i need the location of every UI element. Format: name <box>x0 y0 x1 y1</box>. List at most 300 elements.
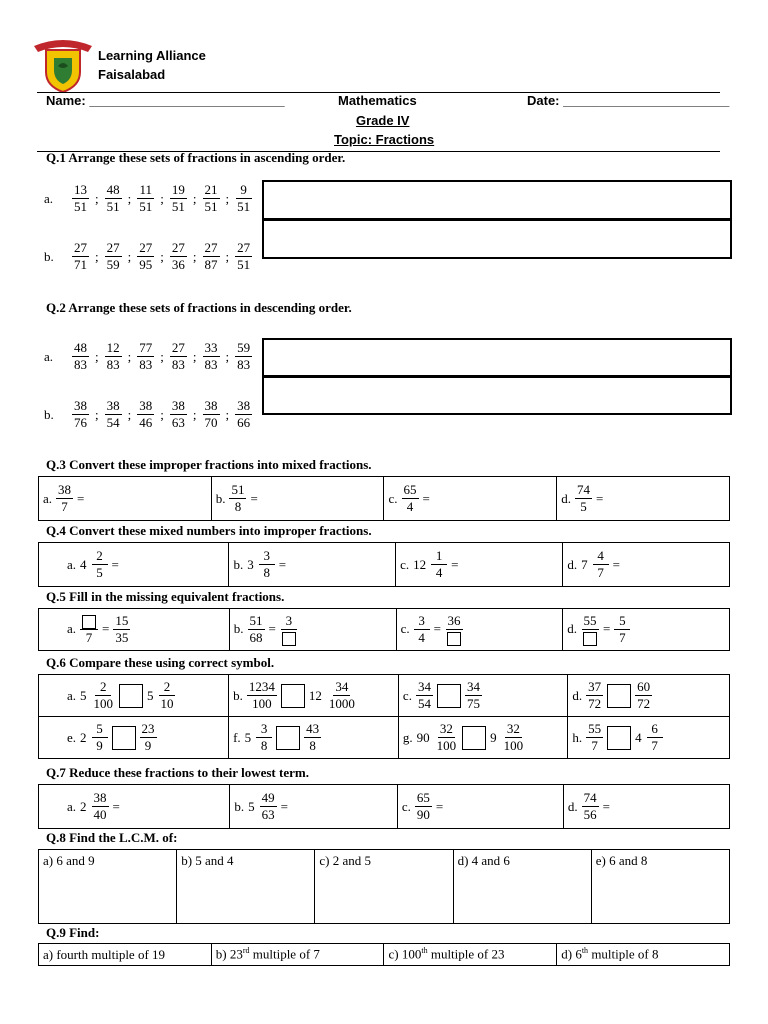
q1-row-a <box>44 182 252 215</box>
equals-sign: = <box>602 798 610 814</box>
q8-cell-a[interactable]: a) 6 and 9 <box>39 850 177 924</box>
q9-b-pre: b) 23 <box>215 946 243 962</box>
denominator: 83 <box>204 357 218 372</box>
numerator: 2 <box>159 679 175 696</box>
equals-sign: = <box>435 798 444 814</box>
fraction <box>575 482 592 515</box>
separator: ; <box>160 248 164 264</box>
denominator: 51 <box>106 199 120 214</box>
separator: ; <box>95 190 99 206</box>
comparison-box[interactable] <box>112 726 136 750</box>
fraction <box>92 790 109 823</box>
numerator: 59 <box>237 340 251 355</box>
denominator: 10 <box>160 696 174 711</box>
numerator: 21 <box>204 182 218 197</box>
denominator: 63 <box>171 415 185 430</box>
comparison-box[interactable] <box>462 726 486 750</box>
numerator: 34 <box>417 679 431 694</box>
denominator: 54 <box>417 696 431 711</box>
row-label: b. <box>44 248 54 264</box>
q7-cell-b[interactable] <box>230 785 397 829</box>
separator: ; <box>192 190 197 206</box>
item-label: d. <box>567 798 578 814</box>
q9-c-post: multiple of 23 <box>427 946 505 962</box>
blank-box <box>82 615 96 629</box>
numerator: 55 <box>588 721 602 736</box>
denominator: 7 <box>651 738 658 753</box>
separator: ; <box>127 406 132 422</box>
topic-title: Topic: Fractions <box>334 132 435 147</box>
numerator: 38 <box>171 398 185 413</box>
denominator: 4 <box>406 499 414 514</box>
item-label: a. <box>67 621 77 637</box>
fraction-left <box>414 613 430 646</box>
denominator: 51 <box>237 199 251 214</box>
numerator: 3 <box>414 613 430 630</box>
item-label: c. <box>401 798 411 814</box>
fraction <box>259 548 275 581</box>
numerator: 48 <box>74 340 87 355</box>
denominator: 5 <box>96 565 103 580</box>
name-field: Name: ___________________________ <box>46 93 285 108</box>
equals-sign: = <box>111 556 119 572</box>
q3-cell-a[interactable] <box>39 477 212 521</box>
fraction <box>137 340 154 373</box>
separator: ; <box>160 190 164 206</box>
numerator: 55 <box>583 612 597 628</box>
q6-cell-a[interactable] <box>39 675 229 717</box>
item-label: g. <box>402 729 413 745</box>
numerator: 49 <box>261 790 275 805</box>
denominator: 95 <box>139 257 153 272</box>
numerator: 27 <box>139 240 153 255</box>
blank-box <box>583 632 597 646</box>
q1-row-b <box>44 240 252 273</box>
fraction-left <box>586 721 603 754</box>
q3-table <box>38 476 730 521</box>
separator: ; <box>225 248 230 264</box>
numerator: 27 <box>171 240 185 255</box>
numerator: 13 <box>74 182 87 197</box>
fraction-left <box>248 613 265 646</box>
numerator: 34 <box>335 679 349 694</box>
q4-cell-d[interactable] <box>563 543 730 587</box>
numerator: 5 <box>92 721 108 738</box>
numerator: 38 <box>106 398 120 413</box>
denominator: 51 <box>139 199 153 214</box>
comparison-box[interactable] <box>437 684 461 708</box>
fraction <box>105 398 122 431</box>
item-label: c. <box>400 556 410 572</box>
fraction <box>137 182 154 215</box>
q5-cell-d[interactable] <box>563 609 730 651</box>
q4-cell-c[interactable] <box>396 543 563 587</box>
separator: ; <box>127 348 132 364</box>
fraction <box>235 240 252 273</box>
denominator: 83 <box>139 357 153 372</box>
q2-row-a <box>44 340 252 373</box>
fraction <box>235 398 252 431</box>
item-label: a. <box>67 556 77 572</box>
separator: ; <box>95 406 99 422</box>
q9-cell-c[interactable] <box>384 944 557 966</box>
q6-cell-f[interactable] <box>229 717 399 759</box>
numerator: 27 <box>106 240 120 255</box>
denominator: 83 <box>74 357 87 372</box>
numerator: 60 <box>637 679 651 694</box>
fraction <box>431 548 447 581</box>
denominator: 71 <box>74 257 87 272</box>
q1-title: Q.1 Arrange these sets of fractions in ascending order. <box>46 150 346 165</box>
fraction-left <box>581 613 599 646</box>
q8-table <box>38 849 730 924</box>
denominator: 4 <box>435 565 443 580</box>
comparison-box[interactable] <box>281 684 305 708</box>
fraction <box>170 340 187 373</box>
fraction-left <box>92 679 116 712</box>
whole-number: 5 <box>80 687 87 703</box>
fraction-right <box>327 679 357 712</box>
fraction <box>260 790 277 823</box>
blank-box <box>447 632 461 646</box>
fraction <box>170 182 187 215</box>
q3-cell-b[interactable] <box>211 477 384 521</box>
item-label: b. <box>215 490 226 506</box>
subject-title: Mathematics <box>338 93 417 108</box>
q3-title: Q.3 Convert these improper fractions into mixed fractions. <box>46 457 372 472</box>
denominator: 83 <box>171 357 185 372</box>
q1-answer-box-b[interactable] <box>262 218 732 259</box>
separator: ; <box>160 348 164 364</box>
fraction-left <box>247 679 277 712</box>
whole-number: 4 <box>80 556 87 572</box>
q2-answer-box-a[interactable] <box>262 338 732 378</box>
whole-number: 5 <box>244 729 252 745</box>
q4-cell-b[interactable] <box>229 543 396 587</box>
denominator: 63 <box>261 807 275 822</box>
denominator: 8 <box>234 499 242 514</box>
denominator: 5 <box>580 499 587 514</box>
denominator: 40 <box>93 807 107 822</box>
separator: ; <box>95 348 99 364</box>
numerator: 38 <box>139 398 153 413</box>
denominator: 7 <box>61 499 68 514</box>
numerator: 38 <box>204 398 218 413</box>
numerator: 77 <box>139 340 153 355</box>
denominator: 100 <box>436 738 457 753</box>
whole-number: 9 <box>490 729 497 745</box>
q9-cell-b[interactable] <box>211 944 384 966</box>
q5-cell-b[interactable] <box>229 609 396 651</box>
fraction <box>72 182 89 215</box>
numerator: 27 <box>74 240 87 255</box>
numerator: 74 <box>583 790 597 805</box>
q9-d-pre: d) 6 <box>561 946 582 962</box>
date-field: Date: _______________________ <box>527 93 730 108</box>
denominator: 7 <box>619 629 626 645</box>
item-label: f. <box>233 729 241 745</box>
q8-cell-d[interactable]: d) 4 and 6 <box>453 850 591 924</box>
equals-sign: = <box>433 621 441 637</box>
q7-cell-a[interactable] <box>39 785 230 829</box>
denominator: 54 <box>106 415 120 430</box>
fraction <box>92 548 108 581</box>
numerator: 2 <box>95 679 111 696</box>
separator: ; <box>95 248 99 264</box>
fraction <box>235 340 252 373</box>
q6-cell-c[interactable] <box>398 675 567 717</box>
q9-b-post: multiple of 7 <box>249 946 320 962</box>
q9-cell-d[interactable] <box>557 944 730 966</box>
denominator: 7 <box>597 565 604 580</box>
fraction-right <box>280 613 298 646</box>
q5-cell-a[interactable] <box>39 609 230 651</box>
denominator: 83 <box>237 357 251 372</box>
q6-table <box>38 674 730 759</box>
q9-cell-a[interactable] <box>39 944 212 966</box>
q8-cell-b[interactable]: b) 5 and 4 <box>177 850 315 924</box>
denominator: 100 <box>252 696 272 711</box>
numerator: 23 <box>141 721 155 736</box>
item-label: a. <box>67 798 77 814</box>
fraction-right <box>502 721 526 754</box>
separator: ; <box>225 190 230 206</box>
q2-answer-box-b[interactable] <box>262 375 732 415</box>
numerator: 11 <box>139 182 153 197</box>
denominator-blank-box <box>581 630 599 646</box>
item-label: b. <box>234 798 245 814</box>
denominator: 66 <box>237 415 251 430</box>
fraction <box>229 482 246 515</box>
q9-a-text: a) fourth multiple of 19 <box>43 946 166 962</box>
school-crest-logo <box>32 36 94 94</box>
comparison-box[interactable] <box>607 726 631 750</box>
equals-sign: = <box>278 556 287 572</box>
denominator: 4 <box>418 629 425 645</box>
school-name <box>98 46 206 84</box>
q5-table <box>38 608 730 651</box>
fraction <box>105 182 122 215</box>
numerator: 4 <box>593 548 609 565</box>
numerator: 38 <box>237 398 251 413</box>
equals-sign: = <box>77 490 85 506</box>
row-label: b. <box>44 406 54 422</box>
q1-answer-box-a[interactable] <box>262 180 732 221</box>
item-label: c. <box>388 490 398 506</box>
fraction <box>203 398 220 431</box>
fraction <box>203 182 220 215</box>
denominator-blank-box <box>280 630 298 646</box>
item-label: d. <box>561 490 571 506</box>
fraction-left <box>256 721 272 754</box>
item-label: d. <box>572 687 583 703</box>
denominator: 1000 <box>328 696 355 711</box>
item-label: d. <box>567 556 578 572</box>
numerator: 12 <box>106 340 120 355</box>
separator: ; <box>225 406 230 422</box>
numerator: 27 <box>237 240 251 255</box>
denominator: 51 <box>204 199 218 214</box>
numerator: 32 <box>506 721 520 736</box>
fraction <box>402 482 419 515</box>
numerator: 9 <box>236 182 252 199</box>
numerator: 1 <box>431 548 447 565</box>
item-label: b. <box>233 621 244 637</box>
q7-cell-d[interactable] <box>563 785 729 829</box>
q6-cell-d[interactable] <box>568 675 730 717</box>
separator: ; <box>192 248 197 264</box>
numerator: 51 <box>231 482 245 497</box>
q6-cell-h[interactable] <box>568 717 730 759</box>
q5-cell-c[interactable] <box>396 609 563 651</box>
item-label: a. <box>67 687 77 703</box>
denominator: 75 <box>466 696 480 711</box>
numerator: 5 <box>614 613 630 630</box>
denominator: 70 <box>204 415 218 430</box>
item-label: d. <box>567 621 577 637</box>
item-label: c. <box>402 687 412 703</box>
fraction <box>170 398 187 431</box>
whole-number: 2 <box>80 798 87 814</box>
fraction <box>203 340 220 373</box>
item-label: a. <box>43 490 53 506</box>
fraction <box>203 240 220 273</box>
denominator: 7 <box>591 738 598 753</box>
numerator: 74 <box>576 482 590 497</box>
q4-cell-a[interactable] <box>39 543 229 587</box>
item-label: b. <box>233 556 244 572</box>
denominator: 8 <box>263 565 270 580</box>
separator: ; <box>160 406 164 422</box>
denominator: 9 <box>96 738 103 753</box>
fraction-left <box>416 679 433 712</box>
fraction <box>170 240 187 273</box>
q2-row-b <box>44 398 252 431</box>
equals-sign: = <box>250 490 258 506</box>
fraction <box>582 790 599 823</box>
fraction <box>105 340 122 373</box>
q6-cell-e[interactable] <box>39 717 229 759</box>
fraction-right <box>159 679 176 712</box>
equals-sign: = <box>451 556 459 572</box>
numerator: 43 <box>306 721 320 736</box>
denominator: 51 <box>171 199 185 214</box>
whole-number: 12 <box>308 687 322 703</box>
item-label: h. <box>572 729 583 745</box>
denominator: 9 <box>144 738 152 753</box>
equals-sign: = <box>280 798 288 814</box>
denominator: 100 <box>503 738 524 753</box>
q9-c-sup: th <box>421 946 428 956</box>
equals-sign: = <box>102 621 110 637</box>
fraction-right <box>113 613 130 646</box>
q8-cell-e[interactable]: e) 6 and 8 <box>591 850 729 924</box>
equals-sign: = <box>268 621 276 637</box>
denominator-blank-box <box>445 630 463 646</box>
numerator: 65 <box>403 482 417 497</box>
numerator: 15 <box>115 612 129 628</box>
school-name-line2: Faisalabad <box>98 67 166 82</box>
q5-title: Q.5 Fill in the missing equivalent fractions. <box>46 589 285 604</box>
fraction-right <box>635 679 652 712</box>
q8-cell-c[interactable]: c) 2 and 5 <box>315 850 453 924</box>
q6-cell-b[interactable] <box>229 675 399 717</box>
denominator: 56 <box>583 807 597 822</box>
whole-number: 2 <box>80 729 87 745</box>
denominator: 35 <box>115 629 129 645</box>
q7-table <box>38 784 730 829</box>
q3-cell-c[interactable] <box>384 477 557 521</box>
q7-cell-c[interactable] <box>397 785 563 829</box>
blank-box <box>282 632 296 646</box>
numerator: 38 <box>58 482 72 497</box>
whole-number: 3 <box>247 556 254 572</box>
fraction-right <box>445 613 463 646</box>
q8-title: Q.8 Find the L.C.M. of: <box>46 830 178 845</box>
equals-sign: = <box>595 490 604 506</box>
numerator-blank-box <box>80 613 98 630</box>
fraction <box>593 548 609 581</box>
fraction <box>72 398 89 431</box>
numerator: 19 <box>171 182 185 197</box>
numerator: 1234 <box>248 679 275 694</box>
item-label: b. <box>233 687 243 703</box>
fraction <box>56 482 73 515</box>
separator: ; <box>192 406 197 422</box>
numerator: 27 <box>204 240 218 255</box>
comparison-box[interactable] <box>119 684 143 708</box>
separator: ; <box>192 348 197 364</box>
numerator: 32 <box>439 721 453 736</box>
row-label: a. <box>44 348 54 364</box>
grade-title: Grade IV <box>356 113 410 128</box>
comparison-box[interactable] <box>607 684 631 708</box>
fraction <box>105 240 122 273</box>
numerator: 51 <box>249 612 263 628</box>
fraction <box>72 240 89 273</box>
separator: ; <box>127 248 132 264</box>
denominator: 8 <box>309 738 316 753</box>
numerator: 3 <box>256 721 272 738</box>
equals-sign: = <box>422 490 430 506</box>
whole-number: 5 <box>147 687 154 703</box>
numerator: 36 <box>447 612 461 628</box>
comparison-box[interactable] <box>276 726 300 750</box>
denominator: 83 <box>106 357 120 372</box>
fraction-right <box>140 721 157 754</box>
denominator: 72 <box>588 696 602 711</box>
denominator: 46 <box>139 415 153 430</box>
whole-number: 5 <box>248 798 255 814</box>
q6-cell-g[interactable] <box>398 717 567 759</box>
denominator: 51 <box>237 257 251 272</box>
fraction-left <box>586 679 603 712</box>
fraction <box>235 182 252 215</box>
numerator: 34 <box>466 679 480 694</box>
q9-d-post: multiple of 8 <box>588 946 659 962</box>
q9-c-pre: c) 100 <box>388 946 422 962</box>
whole-number: 12 <box>413 556 427 572</box>
numerator: 2 <box>92 548 108 565</box>
equals-sign: = <box>612 556 620 572</box>
q3-cell-d[interactable] <box>557 477 730 521</box>
numerator: 27 <box>171 340 185 355</box>
q9-b-sup: rd <box>242 946 250 956</box>
equals-sign: = <box>603 621 611 637</box>
q2-title: Q.2 Arrange these sets of fractions in descending order. <box>46 300 352 315</box>
denominator: 90 <box>416 807 430 822</box>
numerator: 38 <box>93 790 107 805</box>
